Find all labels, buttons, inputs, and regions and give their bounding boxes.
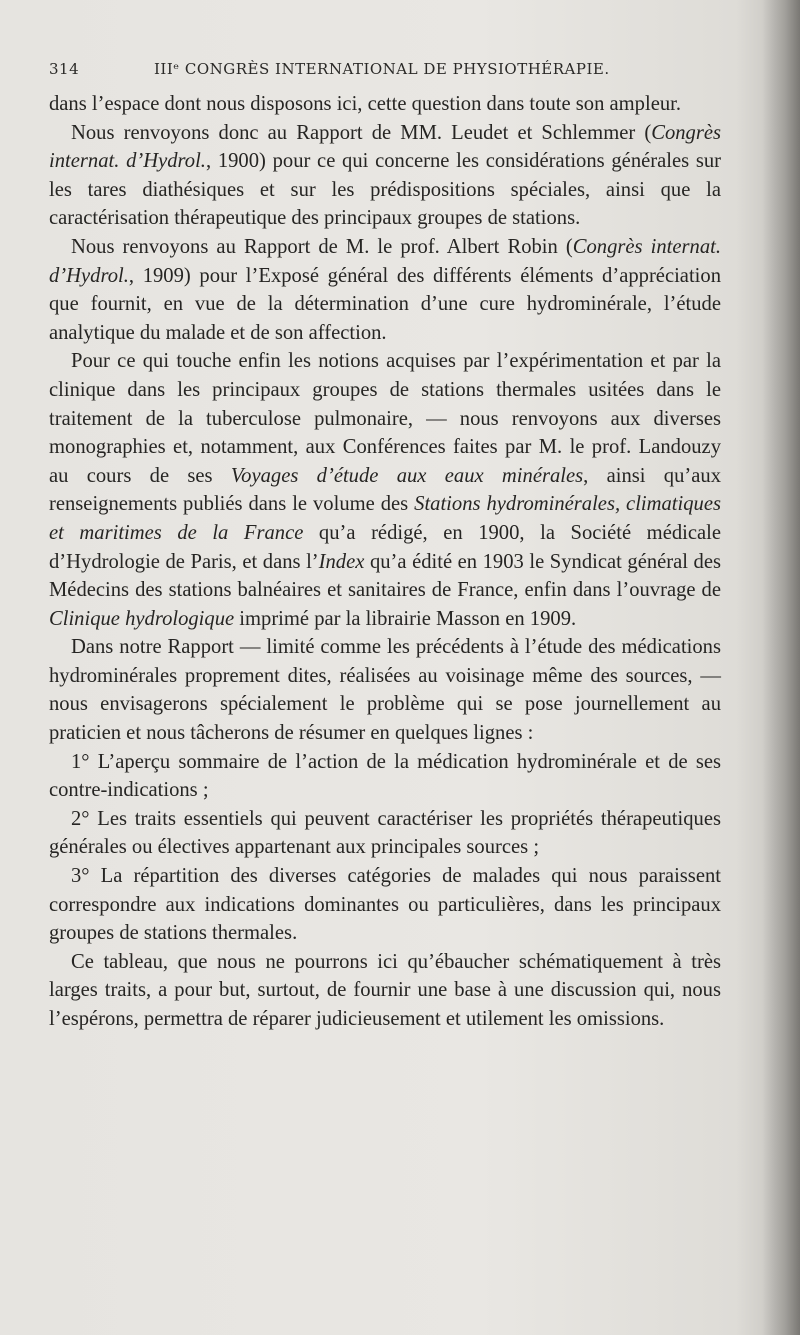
- text-run: imprimé par la librairie Masson en 1909.: [234, 607, 577, 630]
- text-run: 3° La répartition des diverses catégories de malades qui nous paraissent correspondre aux indications dominantes ou particulières, dans les principaux groupes de stations thermales.: [49, 865, 721, 945]
- page-edge-shadow: [762, 0, 800, 1335]
- paragraph: [49, 119, 721, 233]
- text-run: , 1900) pour ce qui concerne les considérations générales sur les tares diathésiques et sur les prédispositions spéciales, ainsi que la caractérisation thérapeutique des principaux groupes de stations.: [49, 150, 722, 230]
- text-run: qu’a rédigé, en 1900, la Société médicale d’Hydrologie de Paris, et dans l’: [49, 521, 721, 573]
- text-run: dans l’espace dont nous disposons ici, cette question dans toute son ampleur.: [49, 93, 682, 115]
- italic-text: Clinique hydrologique: [49, 607, 235, 630]
- paragraph: [49, 862, 721, 948]
- text-run: 2° Les traits essentiels qui peuvent caractériser les propriétés thérapeutiques générales ou électives appartenant aux principales sources ;: [49, 807, 721, 859]
- paragraph: [49, 90, 721, 119]
- paragraph: [49, 347, 721, 633]
- italic-text: Congrès internat. d’Hydrol.: [49, 121, 721, 173]
- running-title: IIIᵉ CONGRÈS INTERNATIONAL DE PHYSIOTHÉRAPIE.: [154, 60, 610, 78]
- paragraph: [49, 948, 721, 1034]
- italic-text: Congrès internat. d’Hydrol.: [49, 235, 721, 287]
- text-run: , 1909) pour l’Exposé général des différents éléments d’appréciation que fournit, en vue de la détermination d’une cure hydrominérale, l’étude analytique du malade et de son affection.: [49, 264, 721, 344]
- text-run: Ce tableau, que nous ne pourrons ici qu’ébaucher schématiquement à très larges traits, a pour but, surtout, de fournir une base à une discussion qui, nous l’espérons, permettra de réparer judicieusement et utilement les omissions.: [49, 950, 721, 1030]
- text-run: Nous renvoyons au Rapport de M. le prof. Albert Robin (: [71, 235, 573, 258]
- paragraph: [49, 805, 721, 862]
- paragraph: [49, 233, 721, 347]
- italic-text: Stations hydrominérales, climatiques et maritimes de la France: [49, 493, 722, 544]
- italic-text: Index: [318, 550, 365, 573]
- text-run: Nous renvoyons donc au Rapport de MM. Leudet et Schlemmer (: [71, 121, 652, 144]
- text-run: Pour ce qui touche enfin les notions acquises par l’expérimentation et par la clinique dans les principaux groupes de stations thermales usitées dans le traitement de la tuberculose pulmonaire, — nous renvoyons aux diverses monographies et, notamment, aux Conférences faites par M. le prof. Landouzy au cours de ses: [49, 350, 721, 487]
- paragraph: [49, 748, 721, 805]
- body-text: [49, 90, 721, 1034]
- page-number: 314: [49, 60, 80, 78]
- text-run: qu’a édité en 1903 le Syndicat général des Médecins des stations balnéaires et sanitaires de France, enfin dans l’ouvrage de: [49, 550, 721, 602]
- running-header: [49, 60, 749, 78]
- text-run: Dans notre Rapport — limité comme les précédents à l’étude des médications hydrominérales proprement dites, réalisées au voisinage même des sources, — nous envisagerons spécialement le problème qui se pose journellement au praticien et nous tâcherons de résumer en quelques lignes :: [49, 636, 721, 745]
- italic-text: Voyages d’étude aux eaux minérales: [230, 464, 584, 487]
- text-run: 1° L’aperçu sommaire de l’action de la médication hydrominérale et de ses contre-indications ;: [49, 750, 721, 802]
- text-run: , ainsi qu’aux renseignements publiés dans le volume des: [49, 464, 721, 516]
- paragraph: [49, 633, 721, 747]
